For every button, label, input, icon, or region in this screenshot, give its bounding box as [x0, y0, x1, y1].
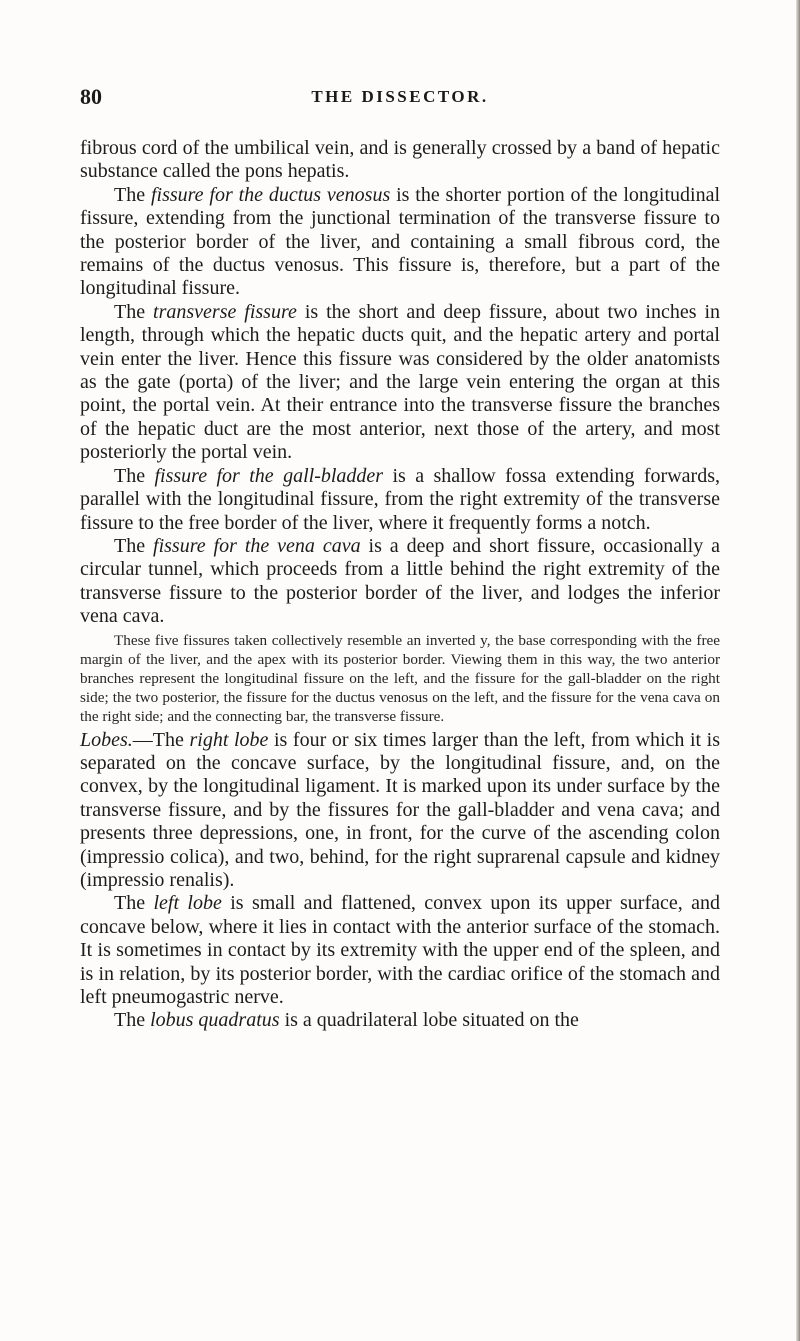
term-right-lobe: right lobe — [189, 728, 269, 751]
paragraph-vena-cava-fissure: The fissure for the vena cava is a deep and short fissure, occasionally a circular tunnel, which proceeds from a little behind the right extremity of the transverse fissure to the posterior border of the liver, and lodges the inferior vena cava. — [80, 534, 720, 628]
term-ductus-venosus-fissure: fissure for the ductus venosus — [150, 183, 391, 206]
note-five-fissures: These five fissures taken collectively resemble an inverted y, the base corresponding with the free margin of the liver, and the apex with its posterior border. Viewing them in this way, the two anterior branches represent the longitudinal fissure on the left, and the fissure for the gall-bladder on the right side; the two posterior, the fissure for the ductus venosus on the left, and the fissure for the vena cava on the right side; and the connecting bar, the transverse fissure. — [80, 631, 720, 726]
paragraph-gall-bladder-fissure: The fissure for the gall-bladder is a shallow fossa extending forwards, parallel with the longitudinal fissure, from the right extremity of the transverse fissure to the free border of the liver, where it frequently forms a notch. — [80, 464, 720, 534]
body-text — [80, 137, 720, 1033]
paragraph-left-lobe: The left lobe is small and flattened, convex upon its upper surface, and concave below, where it lies in contact with the anterior surface of the stomach. It is sometimes in contact by its extremity with the upper end of the spleen, and is in relation, by its posterior border, with the cardiac orifice of the stomach and left pneumogastric nerve. — [80, 892, 721, 1009]
term-left-lobe: left lobe — [153, 892, 222, 915]
paragraph-transverse-fissure: The transverse fissure is the short and deep fissure, about two inches in length, through which the hepatic ducts quit, and the hepatic artery and portal vein enter the liver. Hence this fissure was considered by the older anatomists as the gate (porta) of the liver; and the large vein entering the organ at this point, the portal vein. At their entrance into the transverse fissure the branches of the hepatic duct are the most anterior, next those of the artery, and most posteriorly the portal vein. — [80, 300, 721, 464]
paragraph-lobus-quadratus: The lobus quadratus is a quadrilateral lobe situated on the — [114, 1009, 579, 1032]
paragraph-ductus-venosus: The fissure for the ductus venosus is the shorter portion of the longitudinal fissure, extending from the junctional termination of the transverse fissure to the posterior border of the liver, and containing a small fibrous cord, the remains of the ductus venosus. This fissure is, therefore, but a part of the longitudinal fissure. — [80, 183, 721, 300]
term-transverse-fissure: transverse fissure — [153, 300, 297, 323]
heading-lobes: Lobes. — [80, 728, 133, 751]
page-header — [80, 84, 720, 114]
paragraph-pons-hepatis: fibrous cord of the umbilical vein, and is generally crossed by a band of hepatic substance called the pons hepatis. — [80, 137, 720, 183]
running-head: THE DISSECTOR. — [311, 87, 489, 106]
term-lobus-quadratus: lobus quadratus — [150, 1009, 280, 1032]
term-gall-bladder-fissure: fissure for the gall-bladder — [154, 464, 384, 487]
paragraph-right-lobe: Lobes.—The right lobe is four or six times larger than the left, from which it is separated on the concave surface, by the longitudinal fissure, and, on the convex, by the longitudinal ligament. It is marked upon its under surface by the transverse fissure, and by the fissures for the gall-bladder and vena cava; and presents three depressions, one, in front, for the curve of the ascending colon (impressio colica), and two, behind, for the right suprarenal capsule and kidney (impressio renalis). — [80, 728, 721, 891]
page-number: 80 — [80, 84, 102, 109]
term-vena-cava-fissure: fissure for the vena cava — [153, 534, 361, 557]
page-edge — [796, 0, 800, 1341]
